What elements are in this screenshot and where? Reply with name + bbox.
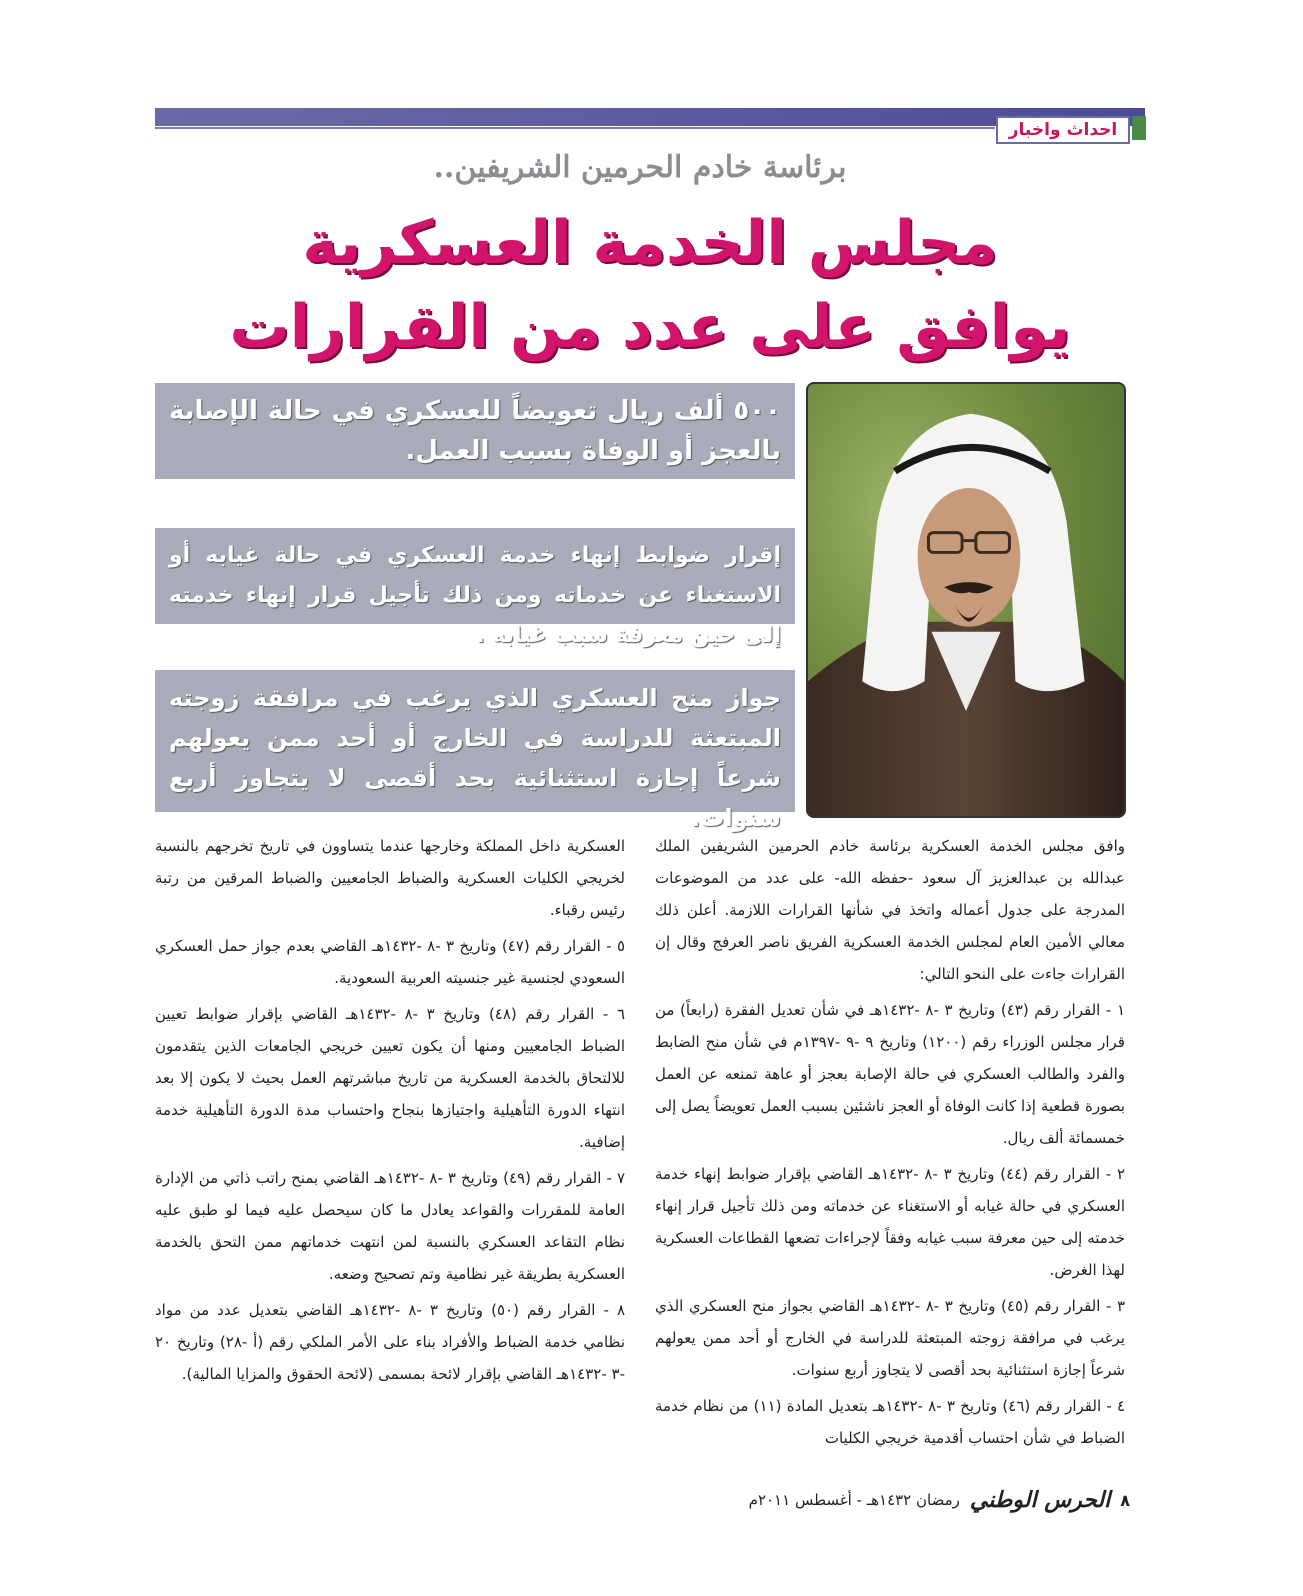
highlight-box-termination: إقرار ضوابط إنهاء خدمة العسكري في حالة غيابه أو الاستغناء عن خدماته ومن ذلك تأجيل قرار إنهاء خدمته إلى حين معرفة سبب غيابه .	[155, 528, 795, 624]
paragraph: ٨ - القرار رقم (٥٠) وتاريخ ٣ -٨ -١٤٣٢هـ القاضي بتعديل عدد من مواد نظامي خدمة الضباط والأفراد بناء على الأمر الملكي رقم (أ -٢٨) وتاريخ ٢٠ -٣ -١٤٣٢هـ القاضي بإقرار لائحة بمسمى (لائحة الحقوق والمزايا المالية).	[155, 1301, 626, 1383]
article-kicker: برئاسة خادم الحرمين الشريفين..	[433, 150, 847, 185]
section-header-underline	[155, 127, 995, 129]
paragraph: ٦ - القرار رقم (٤٨) وتاريخ ٣ -٨ -١٤٣٢هـ القاضي بإقرار ضوابط تعيين الضباط الجامعيين ومنها أن يكون تعيين خريجي الجامعات الذين يتقدمون للالتحاق بالخدمة العسكرية من تاريخ مباشرتهم العمل بحيث لا يكون إلا بعد انتهاء الدورة التأهيلية واجتيازها بنجاح واحتساب مدة الدورة التأهيلية خدمة إضافية.	[155, 1005, 625, 1151]
paragraph: ٧ - القرار رقم (٤٩) وتاريخ ٣ -٨ -١٤٣٢هـ القاضي بمنح راتب ذاتي من الإدارة العامة للمقررات والقواعد يعادل ما كان سيحصل عليه فيما لو طبق عليه نظام التقاعد العسكري بالنسبة لمن انتهت خدماتهم ممن التحق بالخدمة العسكرية بطريقة غير نظامية وتم تصحيح وضعه.	[155, 1169, 625, 1283]
paragraph: ١ - القرار رقم (٤٣) وتاريخ ٣ -٨ -١٤٣٢هـ في شأن تعديل الفقرة (رابعاً) من قرار مجلس الوزراء رقم (١٢٠٠) وتاريخ ٩ -٩ -١٣٩٧م في شأن منح الضابط والفرد والطالب العسكري في حالة الإصابة بعجز أو عاهة تمنعه عن العمل بصورة قطعية إذا كانت الوفاة أو العجز ناشئين بسبب العمل تعويضاً يصل إلى خمسمائة ألف ريال.	[655, 1001, 1125, 1147]
magazine-logo: الحرس الوطني	[969, 1487, 1111, 1513]
paragraph: ٥ - القرار رقم (٤٧) وتاريخ ٣ -٨ -١٤٣٢هـ القاضي بعدم جواز حمل العسكري السعودي لجنسية غير جنسيته العربية السعودية.	[155, 937, 625, 987]
paragraph: العسكرية داخل المملكة وخارجها عندما يتساوون في تاريخ تخرجهم بالنسبة لخريجي الكليات العسكرية والضباط الجامعيين والضباط المرقين من رتبة رئيس رقباء.	[155, 837, 625, 919]
portrait-illustration	[808, 384, 1124, 816]
article-title-line-2: يوافق على عدد من القرارات	[229, 292, 1071, 362]
page-number: ٨	[1120, 1490, 1130, 1510]
portrait-photo	[806, 382, 1126, 818]
paragraph: وافق مجلس الخدمة العسكرية برئاسة خادم الحرمين الشريفين الملك عبدالله بن عبدالعزيز آل سعود -حفظه الله- على عدد من الموضوعات المدرجة على جدول أعماله واتخذ في شأنها القرارات اللازمة. أعلن ذلك معالي الأمين العام لمجلس الخدمة العسكرية الفريق ناصر العرفج وقال إن القرارات جاءت على النحو التالي:	[655, 837, 1125, 983]
article-column-left	[155, 830, 625, 1394]
page-footer	[740, 1486, 1130, 1514]
highlight-box-leave: جواز منح العسكري الذي يرغب في مرافقة زوجته المبتعثة للدراسة في الخارج أو أحد ممن يعولهم شرعاً إجازة استثنائية بحد أقصى لا يتجاوز أربع سنوات.	[155, 670, 795, 812]
paragraph: ٢ - القرار رقم (٤٤) وتاريخ ٣ -٨ -١٤٣٢هـ القاضي بإقرار ضوابط إنهاء خدمة العسكري في حالة غيابه أو الاستغناء عن خدماته ومن ذلك تأجيل قرار إنهاء خدمته إلى حين معرفة سبب غيابه وفقاً لإجراءات تضعها القطاعات العسكرية لهذا الغرض.	[655, 1165, 1125, 1279]
highlight-box-compensation: ٥٠٠ ألف ريال تعويضاً للعسكري في حالة الإصابة بالعجز أو الوفاة بسبب العمل.	[155, 383, 795, 479]
article-title-line-1: مجلس الخدمة العسكرية	[302, 208, 998, 278]
paragraph: ٣ - القرار رقم (٤٥) وتاريخ ٣ -٨ -١٤٣٢هـ القاضي بجواز منح العسكري الذي يرغب في مرافقة زوجته المبتعثة للدراسة في الخارج أو أحد ممن يعولهم شرعاً إجازة استثنائية بحد أقصى لا يتجاوز أربع سنوات.	[655, 1297, 1126, 1379]
section-tag: احداث واخبار	[996, 116, 1130, 144]
issue-date: رمضان ١٤٣٢هـ - أغسطس ٢٠١١م	[748, 1491, 960, 1509]
section-header-accent	[1132, 116, 1146, 140]
paragraph: ٤ - القرار رقم (٤٦) وتاريخ ٣ -٨ -١٤٣٢هـ بتعديل المادة (١١) من نظام خدمة الضباط في شأن احتساب أقدمية خريجي الكليات	[655, 1397, 1126, 1447]
article-column-right	[655, 830, 1125, 1458]
